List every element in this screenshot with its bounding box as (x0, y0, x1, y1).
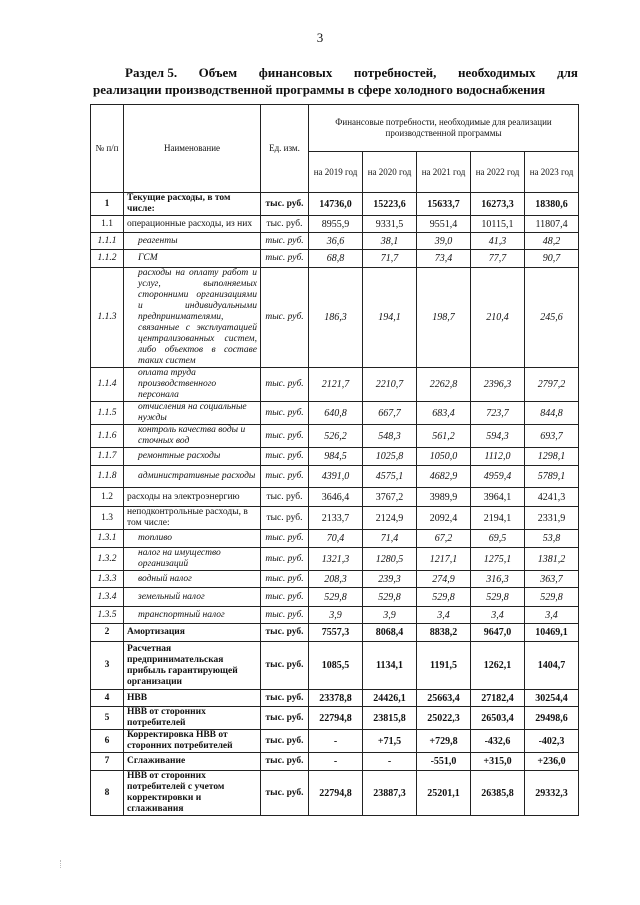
row-value: 693,7 (525, 425, 579, 448)
row-value: 984,5 (309, 448, 363, 466)
row-value: 73,4 (417, 250, 471, 268)
row-number: 1.3.2 (91, 548, 124, 571)
row-value: 29332,3 (525, 771, 579, 816)
row-unit: тыс. руб. (261, 571, 309, 588)
row-name: расходы на оплату работ и услуг, выполняемых сторонними организациями и индивидуальными предпринимателями, связанные с эксплуатацией централизованных систем, либо объектов в составе таких систем (124, 268, 261, 368)
row-value: +315,0 (471, 753, 525, 771)
row-value: 23887,3 (363, 771, 417, 816)
row-value: 1404,7 (525, 642, 579, 690)
row-value: 194,1 (363, 268, 417, 368)
row-unit: тыс. руб. (261, 753, 309, 771)
row-value: 68,8 (309, 250, 363, 268)
row-value: 8068,4 (363, 624, 417, 642)
row-value: 1275,1 (471, 548, 525, 571)
row-name: расходы на электроэнергию (124, 488, 261, 507)
row-name: Расчетная предпринимательская прибыль гарантирующей организации (124, 642, 261, 690)
row-name: неподконтрольные расходы, в том числе: (124, 507, 261, 530)
row-value: 4391,0 (309, 466, 363, 488)
row-value: 41,3 (471, 233, 525, 250)
row-unit: тыс. руб. (261, 607, 309, 624)
row-name: НВВ от сторонних потребителей с учетом корректировки и сглаживания (124, 771, 261, 816)
row-value: 18380,6 (525, 193, 579, 216)
row-value: 39,0 (417, 233, 471, 250)
row-value: 3,9 (309, 607, 363, 624)
row-unit: тыс. руб. (261, 268, 309, 368)
row-value: 14736,0 (309, 193, 363, 216)
row-value: 667,7 (363, 402, 417, 425)
row-value: 4241,3 (525, 488, 579, 507)
row-value: 198,7 (417, 268, 471, 368)
row-name: транспортный налог (124, 607, 261, 624)
row-number: 2 (91, 624, 124, 642)
row-number: 1.3.4 (91, 588, 124, 607)
header-year-2020: на 2020 год (363, 152, 417, 193)
table-row (91, 466, 579, 488)
row-value: 363,7 (525, 571, 579, 588)
row-value: 23378,8 (309, 690, 363, 707)
row-number: 1.1.8 (91, 466, 124, 488)
row-value: 10115,1 (471, 216, 525, 233)
row-value: 10469,1 (525, 624, 579, 642)
row-value: 26385,8 (471, 771, 525, 816)
row-name: Амортизация (124, 624, 261, 642)
row-value: +729,8 (417, 730, 471, 753)
row-value: 210,4 (471, 268, 525, 368)
row-value: 1191,5 (417, 642, 471, 690)
row-value: 9551,4 (417, 216, 471, 233)
row-value: 723,7 (471, 402, 525, 425)
table-row (91, 193, 579, 216)
row-number: 4 (91, 690, 124, 707)
row-value: 2210,7 (363, 368, 417, 402)
row-name: Текущие расходы, в том числе: (124, 193, 261, 216)
section-title-word: для (557, 65, 578, 80)
table-row (91, 425, 579, 448)
row-number: 1.1.5 (91, 402, 124, 425)
row-value: 683,4 (417, 402, 471, 425)
row-value: -432,6 (471, 730, 525, 753)
row-value: 1321,3 (309, 548, 363, 571)
table-row (91, 730, 579, 753)
row-value: 208,3 (309, 571, 363, 588)
header-name: Наименование (124, 105, 261, 193)
page-number: 3 (316, 30, 324, 45)
row-value: 245,6 (525, 268, 579, 368)
row-number: 1.1.1 (91, 233, 124, 250)
row-value: 36,6 (309, 233, 363, 250)
row-value: 640,8 (309, 402, 363, 425)
table-row (91, 707, 579, 730)
row-number: 1 (91, 193, 124, 216)
row-value: 30254,4 (525, 690, 579, 707)
table-row (91, 268, 579, 368)
header-group: Финансовые потребности, необходимые для реализации производственной программы (309, 105, 579, 152)
table-row (91, 642, 579, 690)
row-unit: тыс. руб. (261, 690, 309, 707)
table-row (91, 216, 579, 233)
row-number: 1.1.2 (91, 250, 124, 268)
row-value: - (309, 730, 363, 753)
table-row (91, 571, 579, 588)
row-number: 1.1.4 (91, 368, 124, 402)
section-title-word: Объем (198, 65, 238, 80)
row-number: 1.1.6 (91, 425, 124, 448)
row-unit: тыс. руб. (261, 250, 309, 268)
table-row (91, 368, 579, 402)
section-title-line-2: реализации производственной программы в сфере холодного водоснабжения (93, 82, 546, 97)
header-year-2021: на 2021 год (417, 152, 471, 193)
section-title-word: Раздел 5. (125, 65, 178, 80)
row-number: 1.2 (91, 488, 124, 507)
row-value: 67,2 (417, 530, 471, 548)
table-row (91, 488, 579, 507)
table-row (91, 448, 579, 466)
row-name: отчисления на социальные нужды (124, 402, 261, 425)
row-number: 7 (91, 753, 124, 771)
header-year-2023: на 2023 год (525, 152, 579, 193)
row-value: +71,5 (363, 730, 417, 753)
table-row (91, 690, 579, 707)
table-row (91, 607, 579, 624)
row-value: 25201,1 (417, 771, 471, 816)
row-name: ремонтные расходы (124, 448, 261, 466)
row-unit: тыс. руб. (261, 368, 309, 402)
row-value: 2194,1 (471, 507, 525, 530)
row-value: 3964,1 (471, 488, 525, 507)
row-number: 1.3 (91, 507, 124, 530)
row-value: 16273,3 (471, 193, 525, 216)
row-value: 22794,8 (309, 771, 363, 816)
row-value: 3989,9 (417, 488, 471, 507)
row-number: 8 (91, 771, 124, 816)
row-value: 1262,1 (471, 642, 525, 690)
row-unit: тыс. руб. (261, 193, 309, 216)
row-unit: тыс. руб. (261, 488, 309, 507)
row-value: 3,4 (417, 607, 471, 624)
row-unit: тыс. руб. (261, 233, 309, 250)
row-value: 71,4 (363, 530, 417, 548)
row-number: 1.3.5 (91, 607, 124, 624)
section-title-word: потребностей, (353, 65, 437, 80)
table-row (91, 250, 579, 268)
row-value: 1298,1 (525, 448, 579, 466)
row-value: 2797,2 (525, 368, 579, 402)
table-row (91, 548, 579, 571)
row-unit: тыс. руб. (261, 771, 309, 816)
row-unit: тыс. руб. (261, 466, 309, 488)
row-value: 3,4 (471, 607, 525, 624)
row-value: 8955,9 (309, 216, 363, 233)
row-name: операционные расходы, из них (124, 216, 261, 233)
financial-needs-table (90, 104, 579, 816)
row-unit: тыс. руб. (261, 730, 309, 753)
row-unit: тыс. руб. (261, 624, 309, 642)
row-value: 1112,0 (471, 448, 525, 466)
row-value: 3646,4 (309, 488, 363, 507)
row-value: 548,3 (363, 425, 417, 448)
scan-mark (60, 860, 63, 868)
section-title-word: финансовых (258, 65, 333, 80)
row-value: 529,8 (363, 588, 417, 607)
row-number: 3 (91, 642, 124, 690)
header-year-2019: на 2019 год (309, 152, 363, 193)
row-value: 316,3 (471, 571, 525, 588)
row-name: ГСМ (124, 250, 261, 268)
row-value: 594,3 (471, 425, 525, 448)
row-unit: тыс. руб. (261, 216, 309, 233)
row-name: административные расходы (124, 466, 261, 488)
row-name: земельный налог (124, 588, 261, 607)
row-name: топливо (124, 530, 261, 548)
row-value: 844,8 (525, 402, 579, 425)
header-unit: Ед. изм. (261, 105, 309, 193)
row-value: 53,8 (525, 530, 579, 548)
row-value: 3,9 (363, 607, 417, 624)
row-unit: тыс. руб. (261, 507, 309, 530)
row-value: 9331,5 (363, 216, 417, 233)
row-value: 11807,4 (525, 216, 579, 233)
row-number: 1.3.1 (91, 530, 124, 548)
row-value: 2331,9 (525, 507, 579, 530)
table-row (91, 507, 579, 530)
row-value: +236,0 (525, 753, 579, 771)
row-value: 1280,5 (363, 548, 417, 571)
row-value: 2133,7 (309, 507, 363, 530)
row-value: 15223,6 (363, 193, 417, 216)
row-value: 1085,5 (309, 642, 363, 690)
row-name: оплата труда производственного персонала (124, 368, 261, 402)
row-unit: тыс. руб. (261, 530, 309, 548)
table-row (91, 753, 579, 771)
row-number: 6 (91, 730, 124, 753)
row-number: 1.1 (91, 216, 124, 233)
row-value: 4575,1 (363, 466, 417, 488)
row-value: 26503,4 (471, 707, 525, 730)
row-value: 9647,0 (471, 624, 525, 642)
row-value: 274,9 (417, 571, 471, 588)
row-value: 8838,2 (417, 624, 471, 642)
row-value: 529,8 (471, 588, 525, 607)
row-name: НВВ от сторонних потребителей (124, 707, 261, 730)
header-num: № п/п (91, 105, 124, 193)
row-value: 529,8 (417, 588, 471, 607)
row-value: 90,7 (525, 250, 579, 268)
row-value: 7557,3 (309, 624, 363, 642)
row-name: налог на имущество организаций (124, 548, 261, 571)
row-name: контроль качества воды и сточных вод (124, 425, 261, 448)
row-name: НВВ (124, 690, 261, 707)
section-title-line-1 (93, 64, 578, 81)
table-row (91, 771, 579, 816)
row-value: 25022,3 (417, 707, 471, 730)
row-unit: тыс. руб. (261, 548, 309, 571)
table-row (91, 530, 579, 548)
row-value: 2124,9 (363, 507, 417, 530)
row-value: 70,4 (309, 530, 363, 548)
row-value: 2262,8 (417, 368, 471, 402)
row-value: 27182,4 (471, 690, 525, 707)
row-number: 1.3.3 (91, 571, 124, 588)
row-value: 24426,1 (363, 690, 417, 707)
row-value: 526,2 (309, 425, 363, 448)
row-name: Сглаживание (124, 753, 261, 771)
row-number: 1.1.3 (91, 268, 124, 368)
row-value: 77,7 (471, 250, 525, 268)
row-number: 1.1.7 (91, 448, 124, 466)
row-value: 38,1 (363, 233, 417, 250)
row-value: 3,4 (525, 607, 579, 624)
section-title (93, 64, 578, 98)
row-unit: тыс. руб. (261, 425, 309, 448)
table-row (91, 233, 579, 250)
row-value: - (363, 753, 417, 771)
row-value: 48,2 (525, 233, 579, 250)
row-value: 1217,1 (417, 548, 471, 571)
row-value: 186,3 (309, 268, 363, 368)
row-value: 1050,0 (417, 448, 471, 466)
row-value: -551,0 (417, 753, 471, 771)
row-value: 529,8 (525, 588, 579, 607)
row-value: 239,3 (363, 571, 417, 588)
row-value: -402,3 (525, 730, 579, 753)
row-unit: тыс. руб. (261, 448, 309, 466)
row-value: 1134,1 (363, 642, 417, 690)
row-unit: тыс. руб. (261, 707, 309, 730)
row-unit: тыс. руб. (261, 402, 309, 425)
row-value: 2396,3 (471, 368, 525, 402)
row-value: 5789,1 (525, 466, 579, 488)
row-value: 23815,8 (363, 707, 417, 730)
row-value: 4959,4 (471, 466, 525, 488)
row-value: 2121,7 (309, 368, 363, 402)
row-value: 29498,6 (525, 707, 579, 730)
row-value: 15633,7 (417, 193, 471, 216)
row-unit: тыс. руб. (261, 588, 309, 607)
table-row (91, 402, 579, 425)
row-name: Корректировка НВВ от сторонних потребителей (124, 730, 261, 753)
row-name: водный налог (124, 571, 261, 588)
row-name: реагенты (124, 233, 261, 250)
row-value: 561,2 (417, 425, 471, 448)
row-number: 5 (91, 707, 124, 730)
row-value: 529,8 (309, 588, 363, 607)
row-value: 22794,8 (309, 707, 363, 730)
row-value: - (309, 753, 363, 771)
row-value: 25663,4 (417, 690, 471, 707)
table-row (91, 588, 579, 607)
table-row (91, 624, 579, 642)
row-value: 69,5 (471, 530, 525, 548)
row-value: 4682,9 (417, 466, 471, 488)
row-value: 1381,2 (525, 548, 579, 571)
header-year-2022: на 2022 год (471, 152, 525, 193)
row-value: 3767,2 (363, 488, 417, 507)
row-unit: тыс. руб. (261, 642, 309, 690)
section-title-word: необходимых (458, 65, 536, 80)
row-value: 2092,4 (417, 507, 471, 530)
row-value: 71,7 (363, 250, 417, 268)
row-value: 1025,8 (363, 448, 417, 466)
